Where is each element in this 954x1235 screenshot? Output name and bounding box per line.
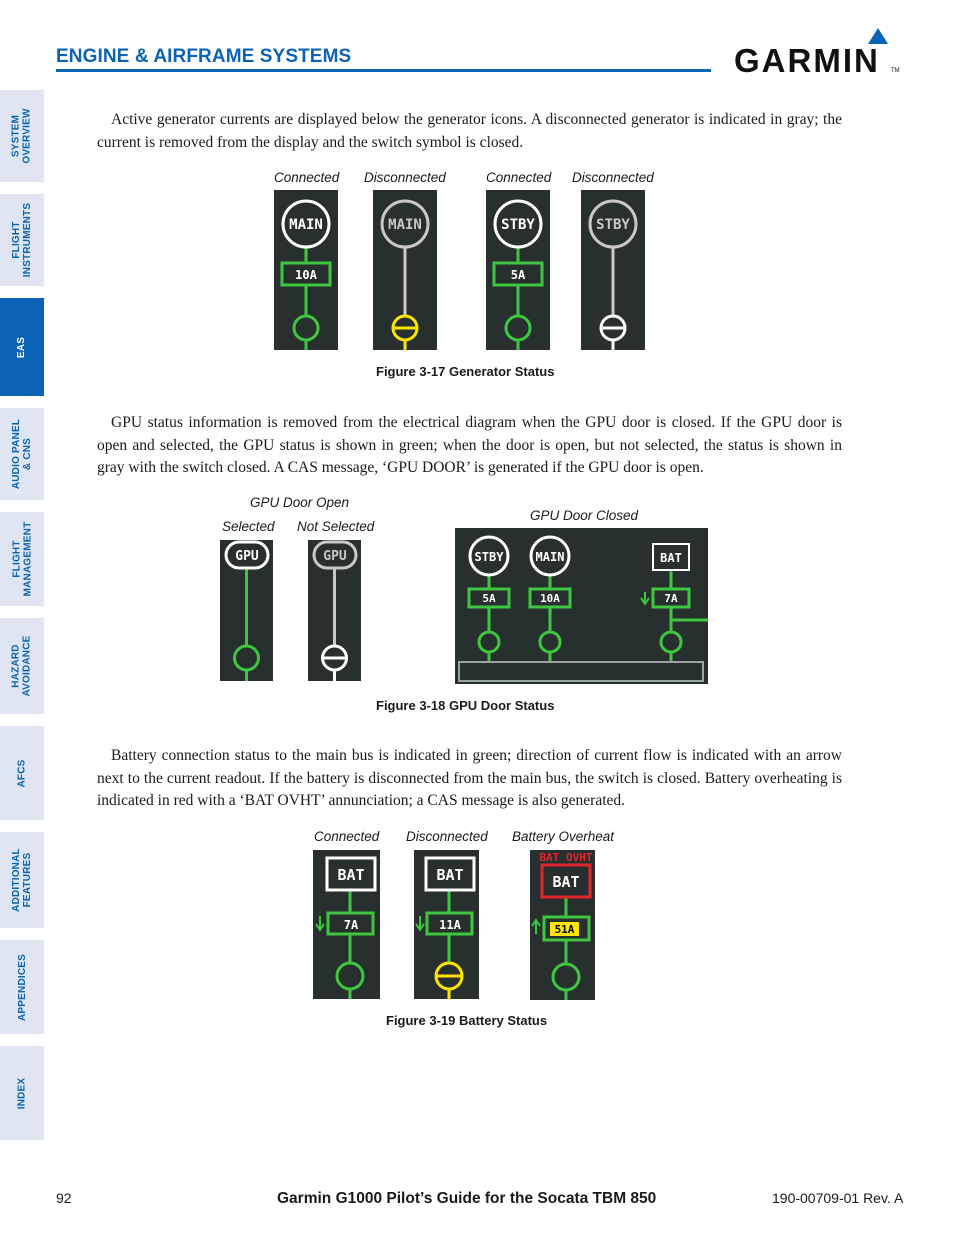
gpu-not-selected-panel — [308, 540, 361, 681]
gen-main-connected-panel — [274, 190, 338, 350]
tab-system-overview[interactable]: SYSTEM OVERVIEW — [0, 90, 44, 182]
tab-flight-instruments[interactable]: FLIGHT INSTRUMENTS — [0, 194, 44, 286]
closed-stby-current: 5A — [482, 592, 496, 605]
gen-stby-connected-panel — [486, 190, 550, 350]
paragraph-battery: Battery connection status to the main bus is indicated in green; direction of current flow is indicated with an arrow next to the current readout. If the battery is disconnected from the main bus, the switch is closed. Battery overheating is indicated in red with a ‘BAT OVHT’ annunciation; a CAS message is also generated. — [97, 747, 842, 809]
gen-main-current: 10A — [295, 268, 317, 282]
paragraph-gpu: GPU status information is removed from the electrical diagram when the GPU door is closed. If the GPU door is open and selected, the GPU status is shown in green; when the door is open, but not selected, the status is shown in gray with the switch closed. A CAS message, ‘GPU DOOR’ is generated if the GPU door is open. — [97, 414, 842, 476]
fig17-label-1: Connected — [274, 170, 340, 185]
fig17-label-2: Disconnected — [364, 170, 446, 185]
bat-current: 7A — [343, 918, 359, 932]
gpu-door-closed-panel — [455, 528, 708, 684]
fig19-label-2: Disconnected — [406, 829, 488, 844]
gpu-selected-panel — [220, 540, 273, 681]
garmin-logo-wordmark: GARMIN — [734, 42, 880, 76]
closed-main-current: 10A — [540, 592, 560, 605]
gen-stby-label: STBY — [501, 217, 535, 233]
gen-stby-current: 5A — [510, 268, 526, 282]
battery-connected-panel — [313, 850, 380, 999]
fig17-label-4: Disconnected — [572, 170, 654, 185]
section-title: ENGINE & AIRFRAME SYSTEMS — [56, 46, 352, 67]
fig19-label-1: Connected — [314, 829, 380, 844]
garmin-logo-trademark: TM — [891, 68, 900, 74]
gen-main-label: MAIN — [289, 217, 323, 233]
fig18-label-not-selected: Not Selected — [297, 519, 375, 534]
closed-main-label: MAIN — [535, 550, 565, 564]
closed-stby-label: STBY — [474, 550, 504, 564]
gpu-label: GPU — [323, 549, 347, 564]
paragraph-generator: Active generator currents are displayed below the generator icons. A disconnected generator is indicated in gray; the current is removed from the display and the switch symbol is closed. — [97, 111, 842, 151]
tab-flight-management[interactable]: FLIGHT MANAGEMENT — [0, 512, 44, 606]
tab-index[interactable]: INDEX — [0, 1046, 44, 1140]
header-rule — [56, 69, 711, 72]
fig18-label-door-closed: GPU Door Closed — [530, 508, 639, 523]
fig18-label-selected: Selected — [222, 519, 275, 534]
figure-3-17-caption: Figure 3-17 Generator Status — [376, 364, 555, 379]
tab-audio-panel-cns[interactable]: AUDIO PANEL & CNS — [0, 408, 44, 500]
bat-current: 11A — [439, 918, 461, 932]
tab-hazard-avoidance[interactable]: HAZARD AVOIDANCE — [0, 618, 44, 714]
bat-label: BAT — [337, 866, 365, 884]
page-number: 92 — [56, 1190, 72, 1206]
tab-eas[interactable]: EAS — [0, 298, 44, 396]
bat-current: 51A — [554, 923, 575, 936]
bat-ovht-annunciation: BAT OVHT — [539, 851, 593, 864]
fig18-label-door-open: GPU Door Open — [250, 495, 350, 510]
figure-3-18-caption: Figure 3-18 GPU Door Status — [376, 698, 555, 713]
battery-overheat-panel — [530, 850, 595, 1000]
fig19-label-3: Battery Overheat — [512, 829, 615, 844]
tab-additional-features[interactable]: ADDITIONAL FEATURES — [0, 832, 44, 928]
gen-stby-disconnected-panel — [581, 190, 645, 350]
gen-stby-label: STBY — [596, 217, 630, 233]
figure-3-19-caption: Figure 3-19 Battery Status — [386, 1013, 548, 1028]
closed-bat-current: 7A — [664, 592, 678, 605]
closed-bat-label: BAT — [660, 551, 682, 565]
battery-disconnected-panel — [414, 850, 479, 999]
gpu-label: GPU — [235, 549, 259, 564]
footer-title: Garmin G1000 Pilot’s Guide for the Socata TBM 850 — [277, 1190, 657, 1207]
footer-doc-number: 190-00709-01 Rev. A — [772, 1190, 904, 1206]
tab-afcs[interactable]: AFCS — [0, 726, 44, 820]
main-bus-bar — [459, 662, 703, 681]
tab-appendices[interactable]: APPENDICES — [0, 940, 44, 1034]
bat-label: BAT — [436, 866, 464, 884]
gen-main-label: MAIN — [388, 217, 422, 233]
bat-label: BAT — [552, 873, 580, 891]
gen-main-disconnected-panel — [373, 190, 437, 350]
fig17-label-3: Connected — [486, 170, 552, 185]
garmin-logo — [734, 26, 900, 76]
